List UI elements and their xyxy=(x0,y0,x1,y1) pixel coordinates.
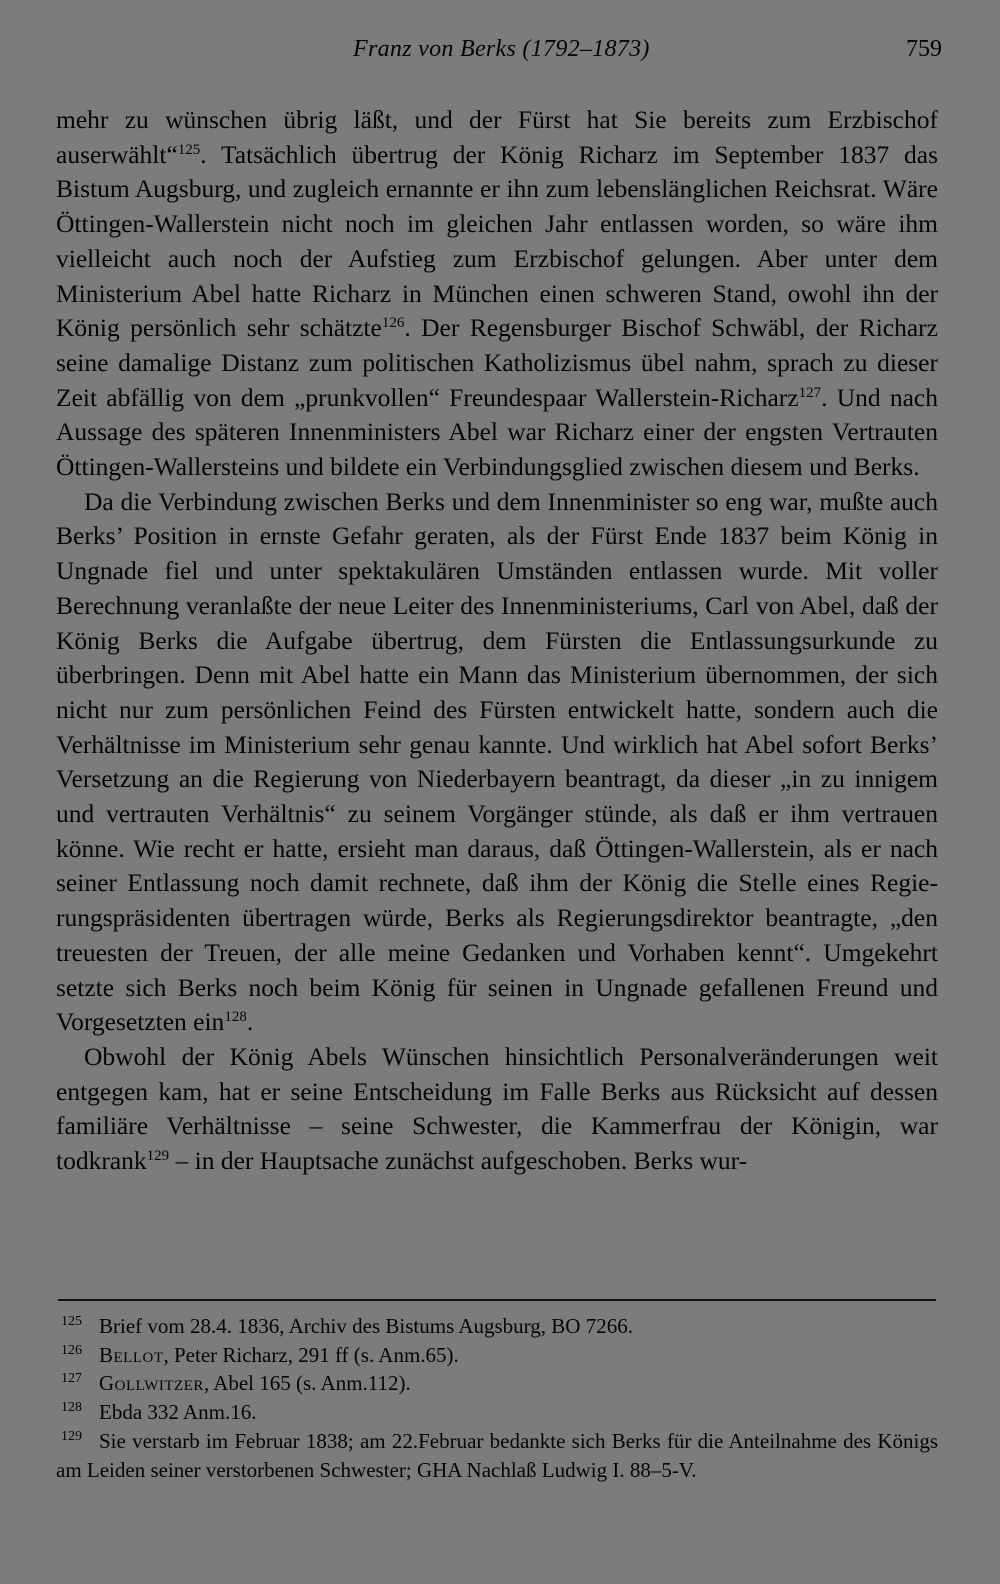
footnote-ref-128: 128 xyxy=(224,1009,247,1026)
footnote-author: Bellot xyxy=(99,1342,164,1367)
footnote-author: Gollwitzer xyxy=(99,1371,204,1396)
footnote-separator xyxy=(58,1299,936,1301)
footnote-128: 128 Ebda 332 Anm.16. xyxy=(61,1400,257,1425)
paragraph-3 xyxy=(56,1040,938,1179)
footnote-ref-126: 126 xyxy=(381,315,405,332)
page-number: 759 xyxy=(906,36,942,62)
footnote-text: , Abel 165 (s. Anm.112). xyxy=(203,1371,411,1396)
paragraph-2 xyxy=(56,485,938,1040)
body-text xyxy=(56,103,938,1179)
running-title: Franz von Berks (1792–1873) xyxy=(353,36,650,62)
footnote-125: 125 Brief vom 28.4. 1836, Archiv des Bistums Augsburg, BO 7266. xyxy=(61,1314,633,1338)
footnote-ref-129: 129 xyxy=(146,1148,170,1165)
running-head xyxy=(0,36,1000,76)
footnote-text: , Peter Richarz, 291 ff (s. Anm.65). xyxy=(163,1342,459,1367)
footnote-127: 127 Gollwitzer, Abel 165 (s. Anm.112). xyxy=(61,1371,411,1396)
paragraph-1 xyxy=(56,103,938,485)
text-run: Obwohl der König Abels Wünschen hinsichtlich Personalveränderungen weit entgegen kam, hat er seine Entscheidung im Falle Berks aus Rücksicht auf dessen familiäre Verhältnisse – seine Schwester, die Kammerfrau der Königin, war todkrank xyxy=(56,1041,938,1176)
footnote-text: Brief vom 28.4. 1836, Archiv des Bistums Augsburg, BO 7266. xyxy=(99,1314,633,1338)
text-run: . xyxy=(246,1007,254,1037)
text-run: – in der Hauptsache zunächst aufgeschoben. Berks wur- xyxy=(169,1146,748,1176)
footnote-129: 129 Sie verstarb im Februar 1838; am 22.Februar bedankte sich Berks für die Anteilnahme des Königs am Leiden seiner verstorbenen Schwester; GHA Nachlaß Ludwig I. 88–5-V. xyxy=(56,1428,938,1482)
text-run: mehr zu wünschen übrig läßt, und der Fürst hat Sie bereits zum Erzbischof auserwählt“ xyxy=(56,105,938,169)
footnote-126: 126 Bellot, Peter Richarz, 291 ff (s. Anm.65). xyxy=(61,1342,459,1367)
text-run: . Und nach Aussage des späteren Innenministers Abel war Richarz einer der engsten Vertrauten Öttingen-Wallersteins und bildete ein Verbindungsglied zwischen diesem und Berks. xyxy=(56,382,938,482)
footnote-text: Ebda 332 Anm.16. xyxy=(99,1400,257,1425)
text-run: Da die Verbindung zwischen Berks und dem Innenminister so eng war, mußte auch Berks’ Position in ernste Gefahr geraten, als der Fürst Ende 1837 beim König in Ungnade fiel und unter spektakulären Umständen entlassen wurde. Mit voller Berechnung veranlaßte der neue Leiter des Innenministeriums, Carl von Abel, daß der König Berks die Aufgabe übertrug, dem Fürsten die Entlassungsurkunde zu überbringen. Denn mit Abel hatte ein Mann das Ministerium übernommen, der sich nicht nur zum persönlichen Feind des Fürsten entwickelt hatte, sondern auch die Verhältnisse im Ministerium sehr genau kannte. Und wirklich hat Abel sofort Berks’ Versetzung an die Regierung von Niederbayern beantragt, da dieser „in zu innigem und vertrauten Verhältnis“ zu seinem Vorgänger stünde, als daß er ihm vertrauen könne. Wie recht er hatte, ersieht man daraus, daß Öttingen-Wallerstein, als er nach seiner Entlassung noch damit rechnete, daß ihm der König die Stelle eines Regierungspräsidenten übertragen würde, Berks als Regierungsdirektor beantragte, „den treuesten der Treuen, der alle meine Gedanken und Vorhaben kennt“. Umgekehrt setzte sich Berks noch beim König für seinen in Ungnade gefallenen Freund und Vorgesetzten ein xyxy=(56,486,938,1037)
footnote-ref-125: 125 xyxy=(177,141,201,158)
footnotes xyxy=(56,1312,938,1484)
text-run: . Tatsächlich übertrug der König Richarz im September 1837 das Bistum Augsburg, und zugleich ernannte er ihn zum lebenslänglichen Reichsrat. Wäre Öttingen-Wallerstein nicht noch im gleichen Jahr entlassen worden, so wäre ihm vielleicht auch noch der Aufstieg zum Erzbischof gelungen. Aber unter dem Ministerium Abel hatte Richarz in München einen schweren Stand, owohl ihn der König persönlich sehr schätzte xyxy=(56,139,938,343)
footnote-ref-127: 127 xyxy=(798,384,822,401)
footnote-text: Sie verstarb im Februar 1838; am 22.Februar bedankte sich Berks für die Anteilnahme des Königs am Leiden seiner verstorbenen Schwester; GHA Nachlaß Ludwig I. 88–5-V. xyxy=(56,1428,938,1482)
text-run: . Der Regensburger Bischof Schwäbl, der Richarz seine damalige Distanz zum politischen Katholizismus übel nahm, sprach zu dieser Zeit abfällig von dem „prunkvollen“ Freundespaar Wallerstein-Richarz xyxy=(56,313,938,412)
